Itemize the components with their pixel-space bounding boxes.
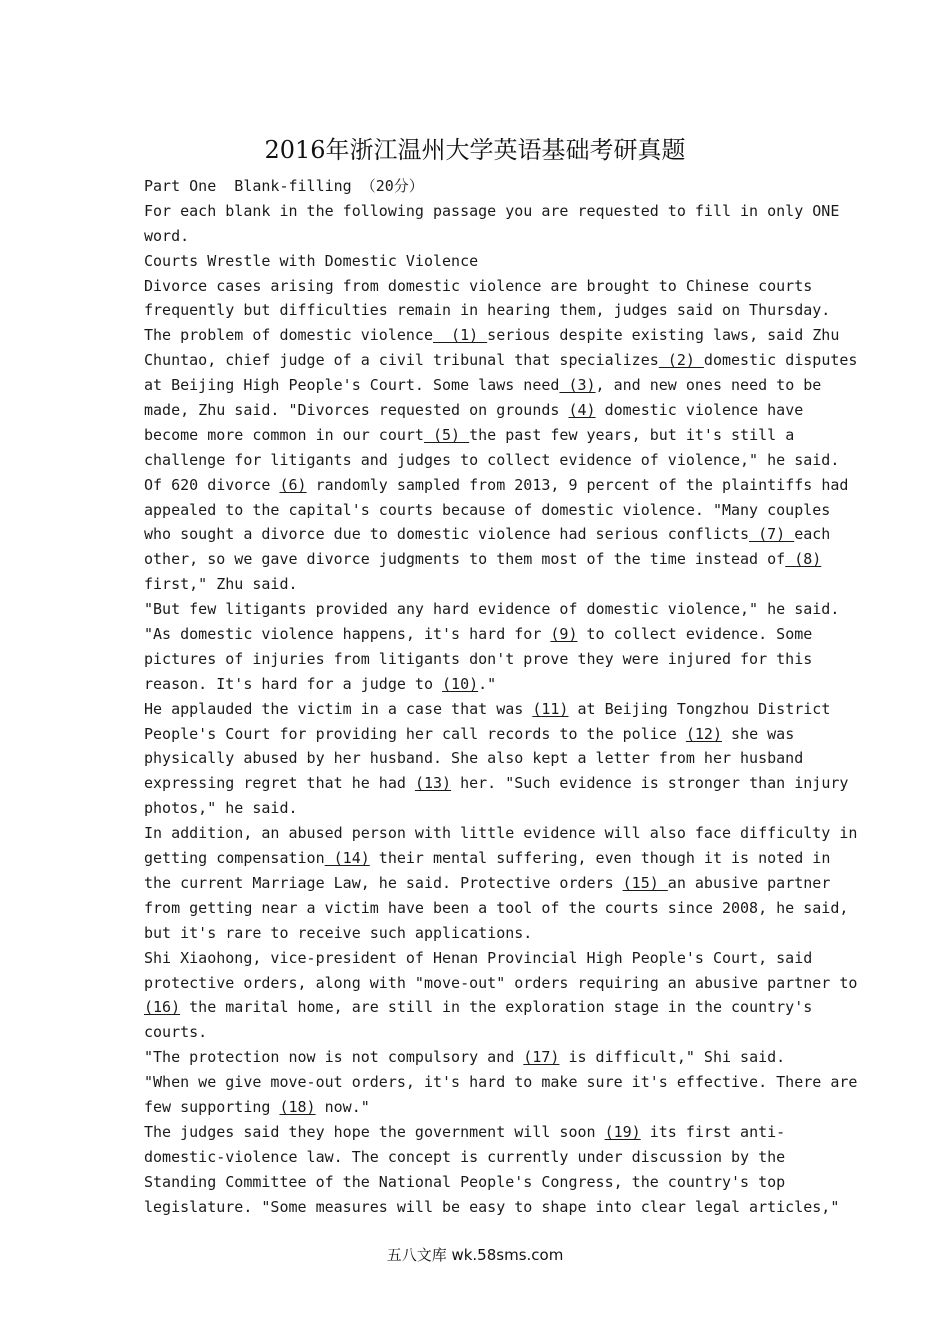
text-segment: , and new ones need to be [595,376,822,395]
text-segment: their mental suffering, even though it is noted in [369,849,831,868]
text-segment: few supporting [144,1097,280,1116]
text-segment: become more common in our court [144,425,424,444]
blank-number: (19) [604,1122,641,1141]
text-line [144,522,831,547]
text-segment: The judges said they hope the government will soon [144,1122,605,1141]
text-segment: domestic disputes [703,351,858,370]
text-segment: to collect evidence. Some [577,625,813,644]
text-segment: legislature. "Some measures will be easy to shape into clear legal articles," [144,1197,840,1216]
text-line [144,1045,824,1070]
text-line [144,846,831,871]
text-line [144,249,824,274]
text-segment: "As domestic violence happens, it's hard for [144,625,551,644]
text-segment: Of 620 divorce [144,475,280,494]
blank-number: (9) [550,625,578,644]
text-segment: The problem of domestic violence [144,326,433,345]
text-segment: Divorce cases arising from domestic violence are brought to Chinese courts [144,276,813,295]
text-segment: Courts Wrestle with Domestic Violence [144,251,479,270]
text-line [144,274,824,299]
text-segment: In addition, an abused person with little evidence will also face difficulty in [144,824,858,843]
text-segment: at Beijing Tongzhou District [568,699,831,718]
blank-number: (4) [568,401,596,420]
text-line [144,547,824,572]
text-segment: He applauded the victim in a case that was [144,699,533,718]
text-line [144,796,824,821]
text-line [144,448,840,473]
text-segment: from getting near a victim have been a tool of the courts since 2008, he said, [144,898,849,917]
text-line [144,622,824,647]
text-segment: For each blank in the following passage you are requested to fill in only ONE [144,201,840,220]
text-segment: protective orders, along with "move-out" orders requiring an abusive partner to [144,973,858,992]
text-line [144,672,824,697]
text-segment: other, so we gave divorce judgments to them most of the time instead of [144,550,786,569]
passage-body [144,174,858,1219]
text-segment: the marital home, are still in the exploration stage in the country's [180,998,813,1017]
blank-number: (18) [279,1097,316,1116]
text-segment: getting compensation [144,849,325,868]
text-line [144,323,840,348]
text-line [144,971,858,996]
text-segment: frequently but difficulties remain in hearing them, judges said on Thursday. [144,301,831,320]
text-line [144,1170,824,1195]
text-line [144,298,831,323]
text-line [144,647,824,672]
text-segment: physically abused by her husband. She also kept a letter from her husband [144,749,804,768]
text-line [144,921,824,946]
blank-number: (10) [442,674,479,693]
text-segment: made, Zhu said. "Divorces requested on grounds [144,401,569,420]
text-line [144,722,824,747]
text-segment: word. [144,226,190,245]
text-segment: Standing Committee of the National People's Congress, the country's top [144,1172,786,1191]
text-segment: Chuntao, chief judge of a civil tribunal that specializes [144,351,659,370]
text-line [144,1020,824,1045]
blank-number: (15) [622,873,668,892]
text-segment: serious despite existing laws, said Zhu [487,326,840,345]
text-segment: pictures of injuries from litigants don't prove they were injured for this [144,649,813,668]
text-line [144,946,824,971]
text-segment: Shi Xiaohong, vice-president of Henan Provincial High People's Court, said [144,948,813,967]
text-line [144,697,831,722]
text-segment: challenge for litigants and judges to collect evidence of violence," he said. [144,450,840,469]
blank-number: (17) [523,1048,560,1067]
text-line [144,224,824,249]
text-segment: she was [721,724,795,743]
text-segment: appealed to the capital's courts because of domestic violence. "Many couples [144,500,831,519]
text-line [144,498,831,523]
text-line [144,821,858,846]
text-segment: courts. [144,1023,208,1042]
blank-number: (3) [559,376,596,395]
text-segment: photos," he said. [144,799,298,818]
text-segment: reason. It's hard for a judge to [144,674,443,693]
text-line [144,871,831,896]
text-line [144,746,824,771]
blank-number: (14) [324,849,370,868]
footer-watermark: 五八文库 wk.58sms.com [386,1246,564,1264]
text-line [144,423,824,448]
text-segment: "But few litigants provided any hard evidence of domestic violence," he said. [144,600,840,619]
text-segment: first," Zhu said. [144,575,298,594]
text-segment: the past few years, but it's still a [469,425,795,444]
blank-number: (16) [144,998,181,1017]
text-line [144,398,824,423]
text-line [144,1120,824,1145]
text-line [144,572,824,597]
blank-number: (13) [414,774,452,793]
text-segment: "When we give move-out orders, it's hard to make sure it's effective. There are [144,1073,858,1092]
text-segment: the current Marriage Law, he said. Protective orders [144,873,623,892]
text-segment: but it's rare to receive such applications. [144,923,533,942]
text-segment: who sought a divorce due to domestic violence had serious conflicts [144,525,750,544]
text-segment: is difficult," Shi said. [559,1048,786,1067]
text-segment: ." [478,674,497,693]
text-line [144,348,858,373]
text-line [144,771,849,796]
text-segment: its first anti- [640,1122,786,1141]
text-segment: "The protection now is not compulsory and [144,1048,524,1067]
blank-number: (6) [279,475,307,494]
blank-number: (2) [658,351,704,370]
text-line [144,896,849,921]
text-line [144,597,840,622]
blank-number: (7) [749,525,795,544]
blank-number: (1) [432,326,488,345]
blank-number: (8) [785,550,822,569]
text-line [144,1070,858,1095]
text-line [144,1095,824,1120]
text-line [144,1195,840,1220]
text-line [144,373,824,398]
text-line [144,199,840,224]
text-segment: expressing regret that he had [144,774,415,793]
text-segment: Part One Blank-filling （20分） [144,177,424,195]
text-segment: now." [315,1097,370,1116]
blank-number: (5) [423,425,470,444]
text-line [144,995,824,1020]
page-title: 2016年浙江温州大学英语基础考研真题 [264,136,686,164]
text-line [144,1145,824,1170]
text-segment: domestic violence have [595,401,804,420]
text-line [144,174,824,199]
text-segment: an abusive partner [667,873,831,892]
text-segment: People's Court for providing her call records to the police [144,724,686,743]
text-segment: randomly sampled from 2013, 9 percent of the plaintiffs had [306,475,849,494]
text-segment: at Beijing High People's Court. Some laws need [144,376,560,395]
text-line [144,473,849,498]
blank-number: (11) [532,699,569,718]
text-segment: each [794,525,831,544]
text-segment: domestic-violence law. The concept is currently under discussion by the [144,1147,786,1166]
text-segment: her. "Such evidence is stronger than injury [451,774,849,793]
blank-number: (12) [685,724,722,743]
